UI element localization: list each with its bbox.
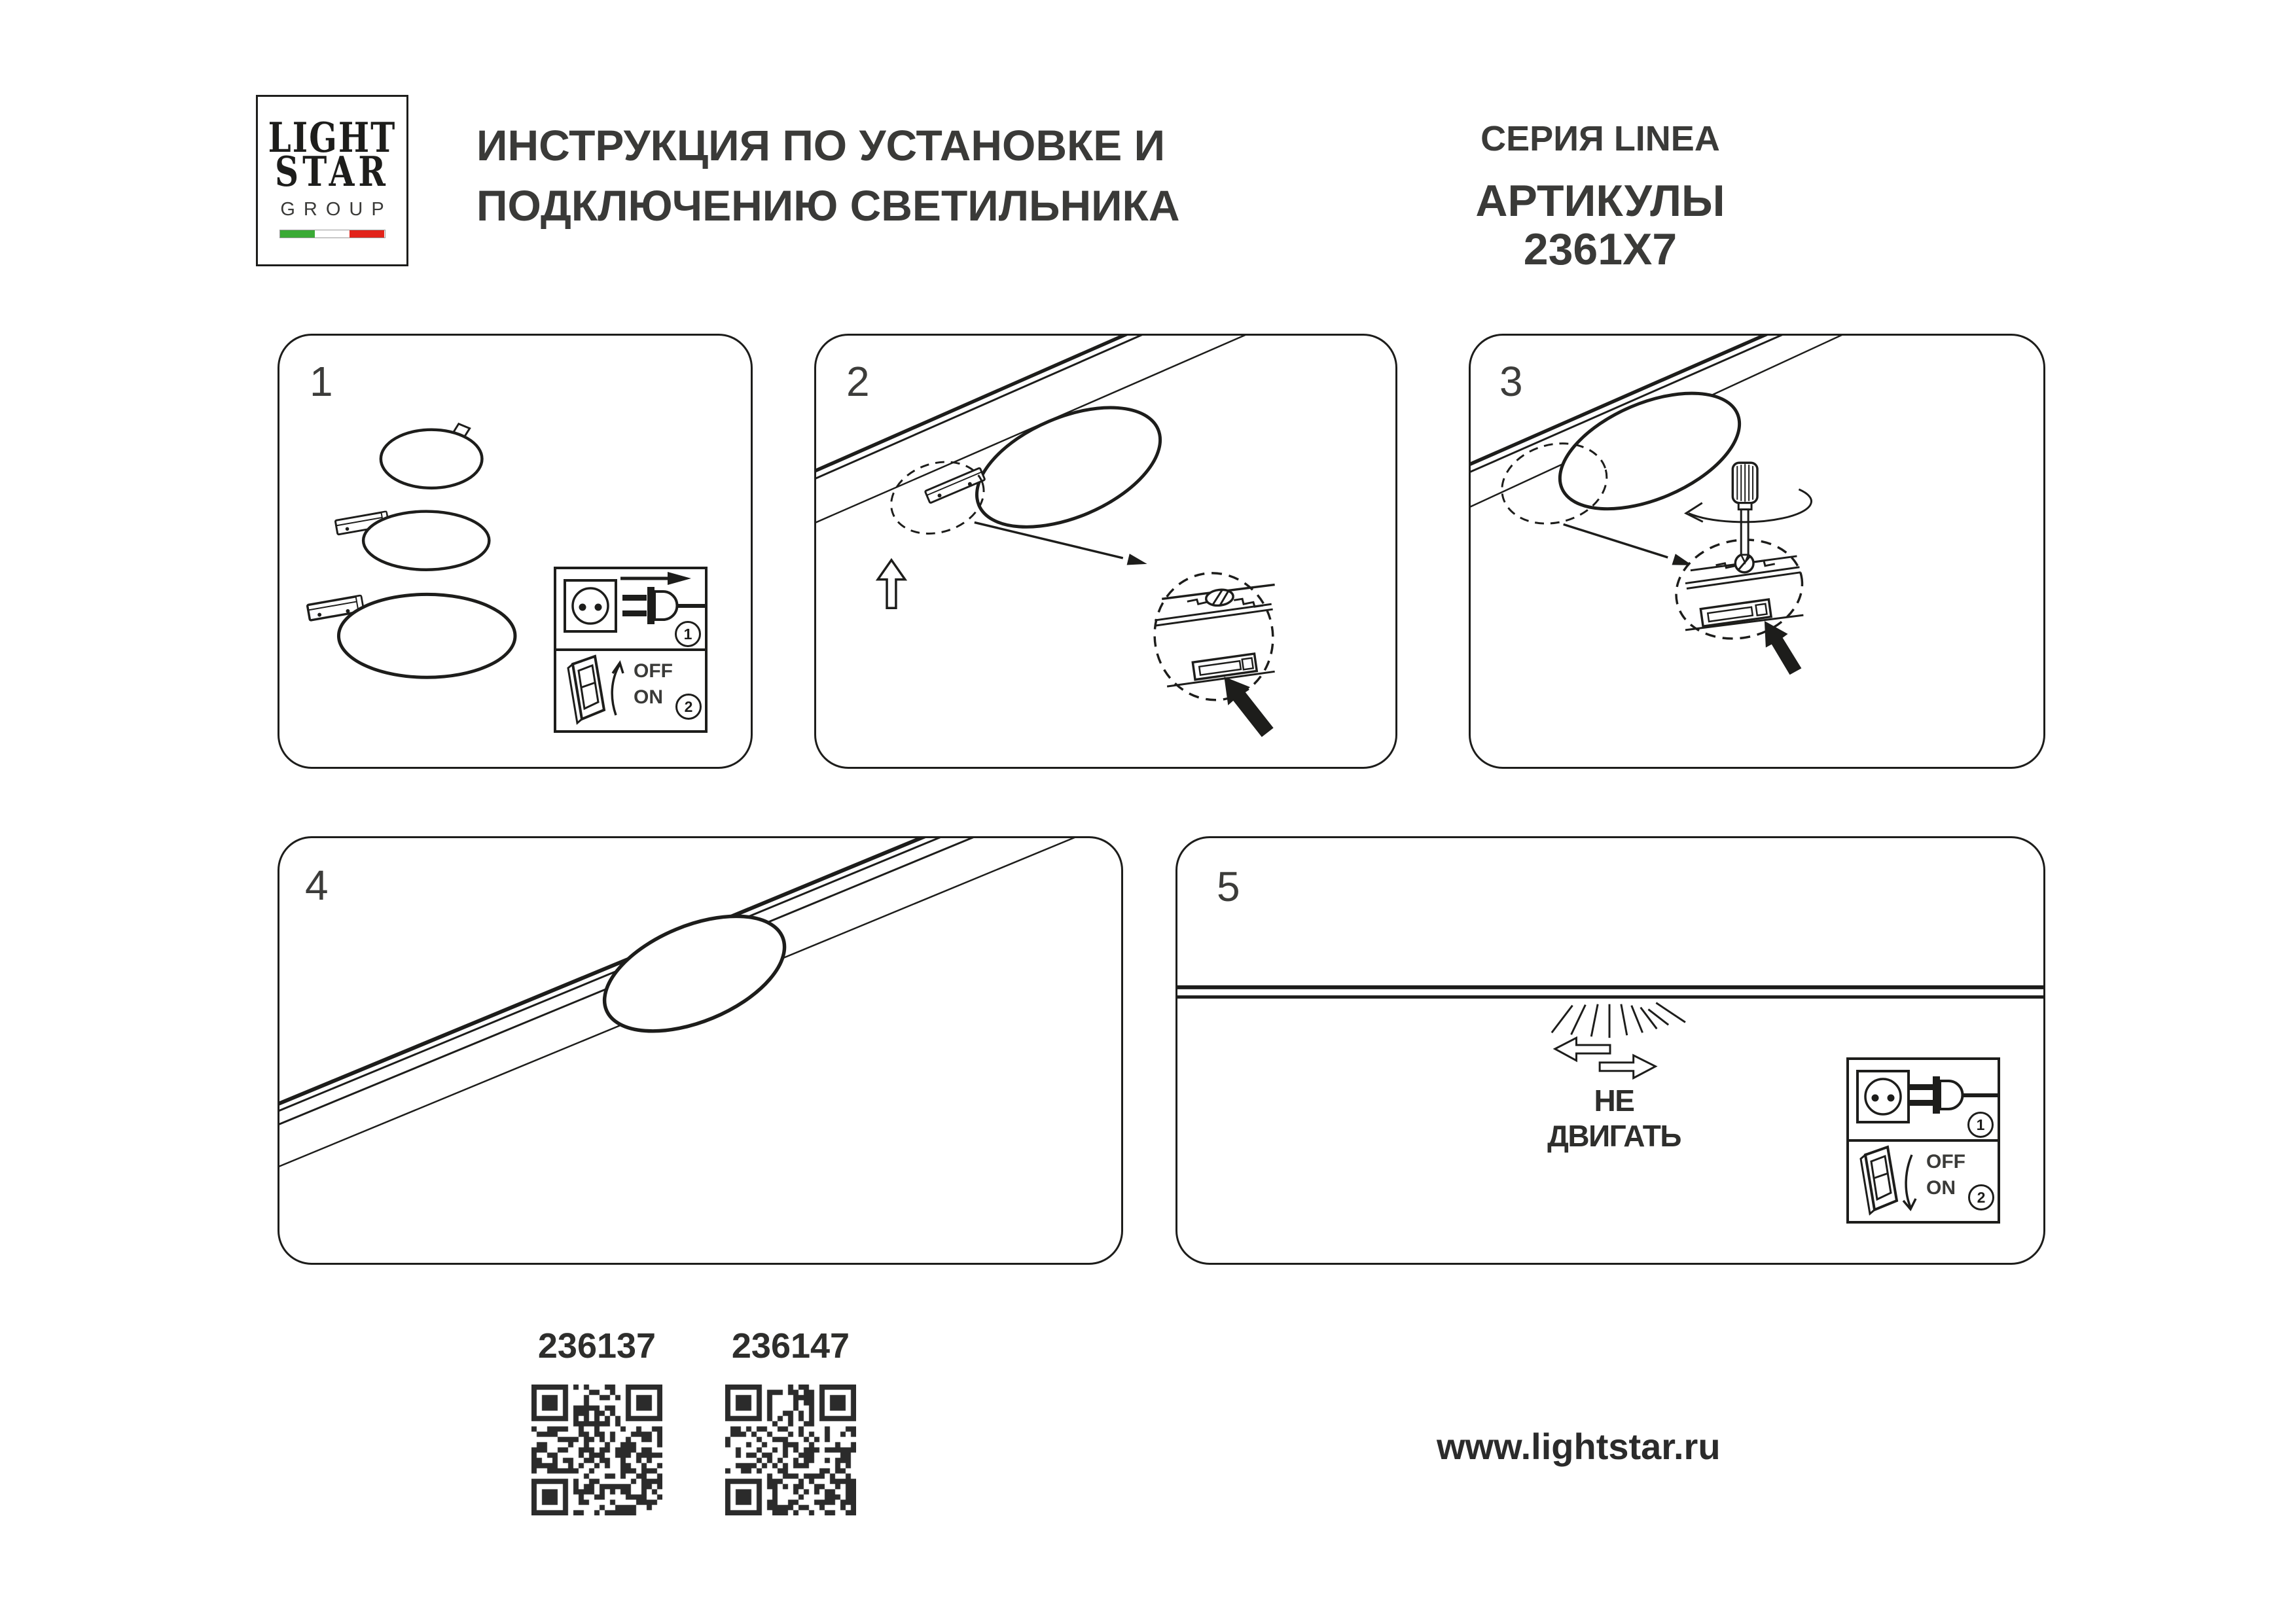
step-number: 2 xyxy=(846,358,870,405)
page-title xyxy=(476,115,1180,236)
step-1-panel xyxy=(278,334,753,769)
lightstar-logo xyxy=(256,95,408,266)
italian-flag-icon xyxy=(279,230,386,238)
unplug-arrow-icon xyxy=(620,572,691,585)
push-arrow-icon xyxy=(1765,621,1801,675)
plug-icon xyxy=(622,587,705,624)
lamp-ellipse xyxy=(588,893,800,1055)
step-2-panel xyxy=(814,334,1397,769)
off-label: OFF xyxy=(1926,1151,1965,1173)
on-label: ON xyxy=(634,686,663,708)
light-rays-icon xyxy=(1552,1003,1685,1038)
step-number: 5 xyxy=(1217,863,1240,910)
on-label: ON xyxy=(1926,1177,1956,1199)
page-title-line1: ИНСТРУКЦИЯ ПО УСТАНОВКЕ И xyxy=(476,121,1166,169)
unplug-step xyxy=(556,569,705,648)
logo-word-star: STAR xyxy=(275,147,389,196)
website-url: www.lightstar.ru xyxy=(1437,1426,1721,1467)
power-legend-box xyxy=(554,567,708,733)
page-title-line2: ПОДКЛЮЧЕНИЮ СВЕТИЛЬНИКА xyxy=(476,181,1180,230)
step-2-badge: 2 xyxy=(675,694,702,720)
lamp-medium xyxy=(335,512,489,570)
plug-icon xyxy=(1910,1076,1998,1114)
lift-up-arrow-icon xyxy=(878,560,905,608)
article-label: 236137 xyxy=(537,1326,656,1366)
step-number: 4 xyxy=(305,862,329,909)
series-name: СЕРИЯ LINEA xyxy=(1480,119,1720,158)
series-block xyxy=(1400,119,1801,274)
logo-word-light: LIGHT xyxy=(268,113,397,162)
step-number: 3 xyxy=(1499,358,1523,405)
plug-in-step xyxy=(1849,1060,1998,1139)
lamp-small xyxy=(381,424,482,488)
leader-arrow xyxy=(975,522,1149,569)
logo-word-group: GROUP xyxy=(280,199,393,220)
step-5-panel xyxy=(1175,836,2045,1265)
switch-on-step xyxy=(1849,1139,1998,1221)
series-articles: АРТИКУЛЫ 2361X7 xyxy=(1475,176,1725,274)
lamp-large xyxy=(307,594,515,677)
track-rail xyxy=(1177,987,2043,997)
panel3-diagram xyxy=(1471,336,2043,767)
article-label: 236147 xyxy=(731,1326,850,1366)
slide-left-arrow-icon xyxy=(1555,1038,1610,1061)
step-2-badge: 2 xyxy=(1968,1184,1994,1210)
step-number: 1 xyxy=(310,358,333,405)
step-4-panel xyxy=(278,836,1123,1265)
switch-off-step xyxy=(556,648,705,730)
off-label: OFF xyxy=(634,660,673,682)
qr-code xyxy=(725,1385,856,1515)
slide-right-arrow-icon xyxy=(1600,1055,1655,1078)
step-3-panel xyxy=(1469,334,2045,769)
panel4-diagram xyxy=(279,838,1121,1263)
step-1-badge: 1 xyxy=(1967,1112,1994,1138)
leader-arrow xyxy=(1564,524,1695,571)
qr-code xyxy=(531,1385,662,1515)
toggle-up-arrow-icon xyxy=(612,663,623,715)
power-legend-box xyxy=(1846,1057,2000,1224)
step-1-badge: 1 xyxy=(675,621,701,647)
panel2-diagram xyxy=(816,336,1395,767)
toggle-down-arrow-icon xyxy=(1903,1155,1916,1209)
do-not-move-label: НЕ ДВИГАТЬ xyxy=(1547,1084,1681,1153)
